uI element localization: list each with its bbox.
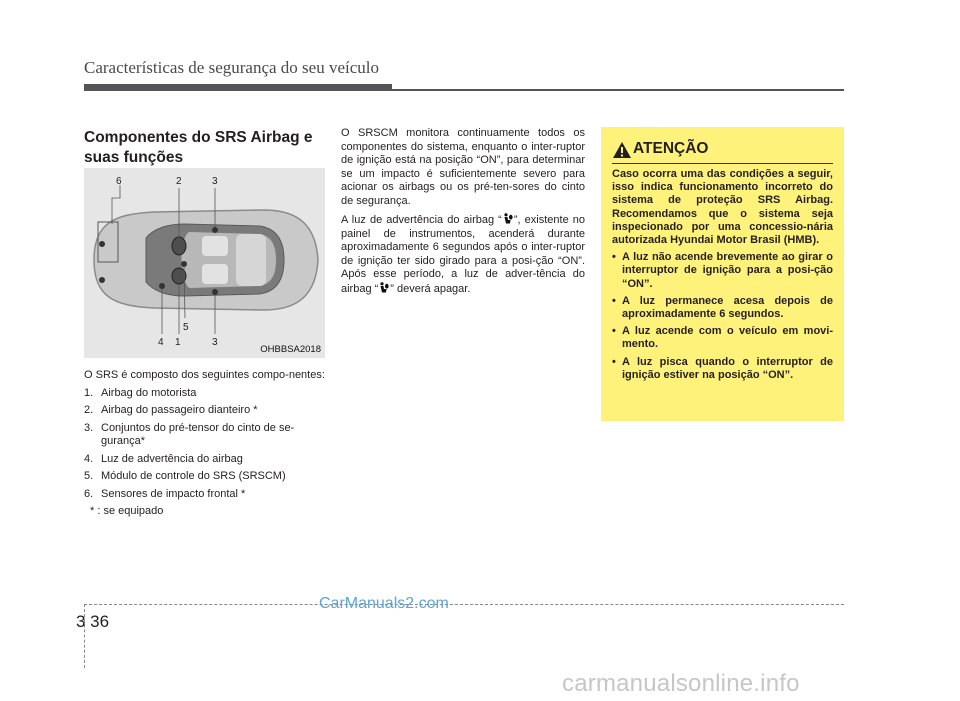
components-intro: O SRS é composto dos seguintes compo-nentes: [84,369,325,381]
callout-6: 6 [116,176,122,187]
car-top-view-illustration [84,168,325,358]
footer-rule [84,604,844,605]
list-item-number: 6. [84,487,94,500]
callout-2: 2 [176,176,182,187]
list-item-text: Conjuntos do pré-tensor do cinto de se-gurança* [101,421,295,447]
section-title: Componentes do SRS Airbag e suas funções [84,129,313,166]
airbag-warning-icon [379,282,389,293]
warning-light-text-c: ” deverá apagar. [390,282,471,295]
callout-3-top: 3 [212,176,218,187]
srscm-text-column [341,127,585,301]
bullet-dot: • [612,325,616,338]
list-item [84,387,325,401]
warning-title: ATENÇÃO [633,140,709,157]
airbag-warning-icon [503,213,513,224]
warning-intro: Caso ocorra uma das condições a seguir, isso indica funcionamento incorreto do sistema de proteção SRS Airbag. Recomendamos que o sistema seja inspecionado por uma concessio-nária autorizada Hyundai Motor Brasil (HMB). [612,168,833,247]
components-list-column [84,369,325,519]
list-item [84,404,325,418]
watermark-bottom: carmanualsonline.info [562,670,800,697]
warning-bullet [612,325,833,351]
warning-bullet-text: A luz não acende brevemente ao girar o interruptor de ignição para a posi-ção “ON”. [622,251,833,290]
warning-triangle-icon [612,141,632,159]
figure-code: OHBBSA2018 [260,344,321,355]
warning-bullet [612,295,833,321]
warning-bullet-text: A luz permanece acesa depois de aproximadamente 6 segundos. [622,294,833,321]
callout-3-bottom: 3 [212,337,218,348]
list-item-text: Luz de advertência do airbag [101,452,243,465]
callout-4: 4 [158,337,164,348]
header-bar [84,84,392,91]
callout-5: 5 [183,322,189,333]
warning-body [612,168,833,386]
list-item-number: 5. [84,470,94,482]
callout-1: 1 [175,337,181,348]
equipped-note: * : se equipado [90,505,164,517]
page-number: 3 36 [76,612,110,631]
list-item-text: Airbag do passageiro dianteiro * [101,404,258,416]
warning-box [601,127,844,421]
list-item [84,453,325,467]
warning-bullet [612,251,833,291]
list-item-text: Módulo de controle do SRS (SRSCM) [101,470,286,482]
bullet-dot: • [612,251,616,264]
header-rule [392,89,844,91]
list-item [84,470,325,484]
list-item [84,488,325,502]
warning-bullet-text: A luz pisca quando o interruptor de ignição estiver na posição “ON”. [622,355,833,381]
list-item-number: 1. [84,386,94,399]
bullet-dot: • [612,294,616,307]
warning-bullet-text: A luz acende com o veículo em movi-mento. [622,325,833,351]
list-item-text: Airbag do motorista [101,386,197,399]
warning-bullet [612,356,833,382]
airbag-diagram [84,168,325,358]
warning-light-text-a: A luz de advertência do airbag “ [341,214,502,226]
warning-header [612,138,833,164]
page-header-title: Características de segurança do seu veículo [84,58,380,77]
list-item-number: 3. [84,421,94,434]
warning-light-paragraph [341,213,585,296]
warning-light-text-b: ”, existente no painel de instrumentos, acenderá durante aproximadamente 6 segundos após o inter-ruptor de ignição ter sido girado para a posi-ção “ON”. Após esse período, a luz de adver-tência do airbag “ [341,214,585,295]
watermark-link[interactable]: CarManuals2.com [319,595,449,612]
list-item-text: Sensores de impacto frontal * [101,487,246,500]
bullet-dot: • [612,355,616,368]
srscm-paragraph: O SRSCM monitora continuamente todos os componentes do sistema, enquanto o inter-ruptor de ignição está na posição “ON”, para determinar se um impacto é suficientemente severo para acionar os airbags ou os pré-ten-sores do cinto de segurança. [341,127,585,207]
list-item-number: 2. [84,404,94,416]
list-item-number: 4. [84,452,94,465]
list-item [84,422,325,449]
